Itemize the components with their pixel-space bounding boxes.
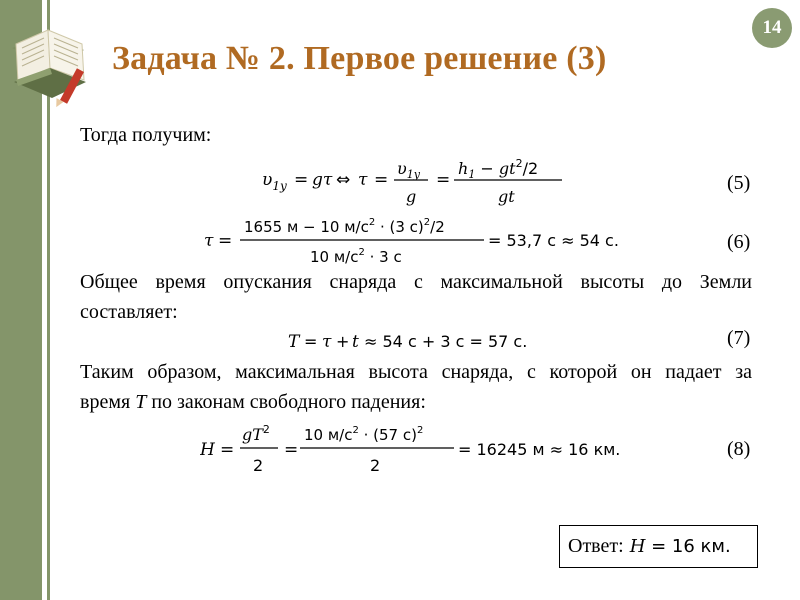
svg-text:⇔: ⇔ [336, 170, 351, 190]
svg-text:2: 2 [253, 456, 264, 475]
svg-text:T: T [288, 332, 300, 352]
svg-text:gt: gt [498, 187, 515, 206]
svg-text:τ: τ [204, 231, 214, 251]
svg-text:gτ: gτ [312, 170, 333, 190]
equation-7 [288, 326, 558, 356]
svg-text:= 53,7 с ≈ 54 с.: = 53,7 с ≈ 54 с. [488, 231, 619, 250]
paragraph-max-height-line2 [80, 387, 426, 417]
svg-text:+: + [336, 332, 350, 351]
equation-5-number: (5) [727, 172, 751, 194]
svg-text:=: = [304, 332, 318, 351]
svg-text:υ1y: $\upsilon_{1y}$ [262, 170, 287, 193]
answer-formula [630, 536, 731, 557]
svg-text:1655 м − 10 м/с2 · (3 с)2/2: 1655 м − 10 $м/с^2 \cdot (3$ с)$^2$/2 [244, 217, 445, 236]
svg-text:=: = [218, 231, 233, 251]
slide-title: Задача № 2. Первое решение (3) [112, 40, 607, 77]
svg-text:=: = [294, 170, 309, 190]
equation-7-number: (7) [727, 327, 751, 349]
page-number-badge: 14 [752, 8, 792, 48]
svg-text:=: = [284, 440, 299, 460]
answer-label: Ответ: [568, 535, 624, 557]
svg-text:τ: τ [322, 332, 332, 352]
answer-variable: H [629, 536, 646, 557]
answer-value: = 16 км. [645, 536, 731, 557]
variable-T: T [135, 391, 147, 413]
svg-text:10 м/с2 · (57 с)2: 10 $м/с^2 \cdot (57$ с)$^2$ [304, 425, 424, 444]
text-segment: по законам свободного падения: [151, 391, 426, 413]
svg-text:h1 − gt2/2: $h_1 - gt^2/2$ [458, 157, 539, 181]
paragraph-max-height-line1: Таким образом, максимальная высота снаряда, с которой он падает за [80, 361, 752, 383]
svg-text:=: = [374, 170, 389, 190]
paragraph-total-time-line1: Общее время опускания снаряда с максимальной высоты до Земли [80, 271, 752, 293]
book-pencil-icon [6, 10, 90, 110]
paragraph-total-time-line2: составляет: [80, 301, 178, 323]
svg-text:t: t [352, 332, 359, 352]
equation-6-number: (6) [727, 231, 751, 253]
equation-8-number: (8) [727, 438, 751, 460]
svg-text:H: H [200, 440, 215, 460]
text-segment: время [80, 391, 131, 413]
equation-5 [262, 152, 572, 212]
svg-text:=: = [220, 440, 235, 460]
svg-text:10 м/с2 · 3 с: 10 $м/с^2 \cdot 3$ с [310, 247, 402, 266]
svg-text:= 16245 м ≈ 16 км.: = 16245 м ≈ 16 км. [458, 440, 621, 459]
equation-6 [204, 212, 644, 270]
svg-text:g: g [406, 187, 417, 206]
answer-box [559, 525, 758, 568]
svg-text:υ1y: $\upsilon_{1y}$ [397, 159, 420, 181]
svg-text:τ: τ [358, 170, 368, 190]
intro-text: Тогда получим: [80, 124, 212, 146]
equation-8 [200, 418, 640, 478]
svg-text:≈ 54 с + 3 с = 57 с.: ≈ 54 с + 3 с = 57 с. [364, 332, 528, 351]
svg-text:=: = [436, 170, 451, 190]
svg-text:gT2: $gT^2$ [242, 423, 270, 444]
svg-text:2: 2 [370, 456, 381, 475]
